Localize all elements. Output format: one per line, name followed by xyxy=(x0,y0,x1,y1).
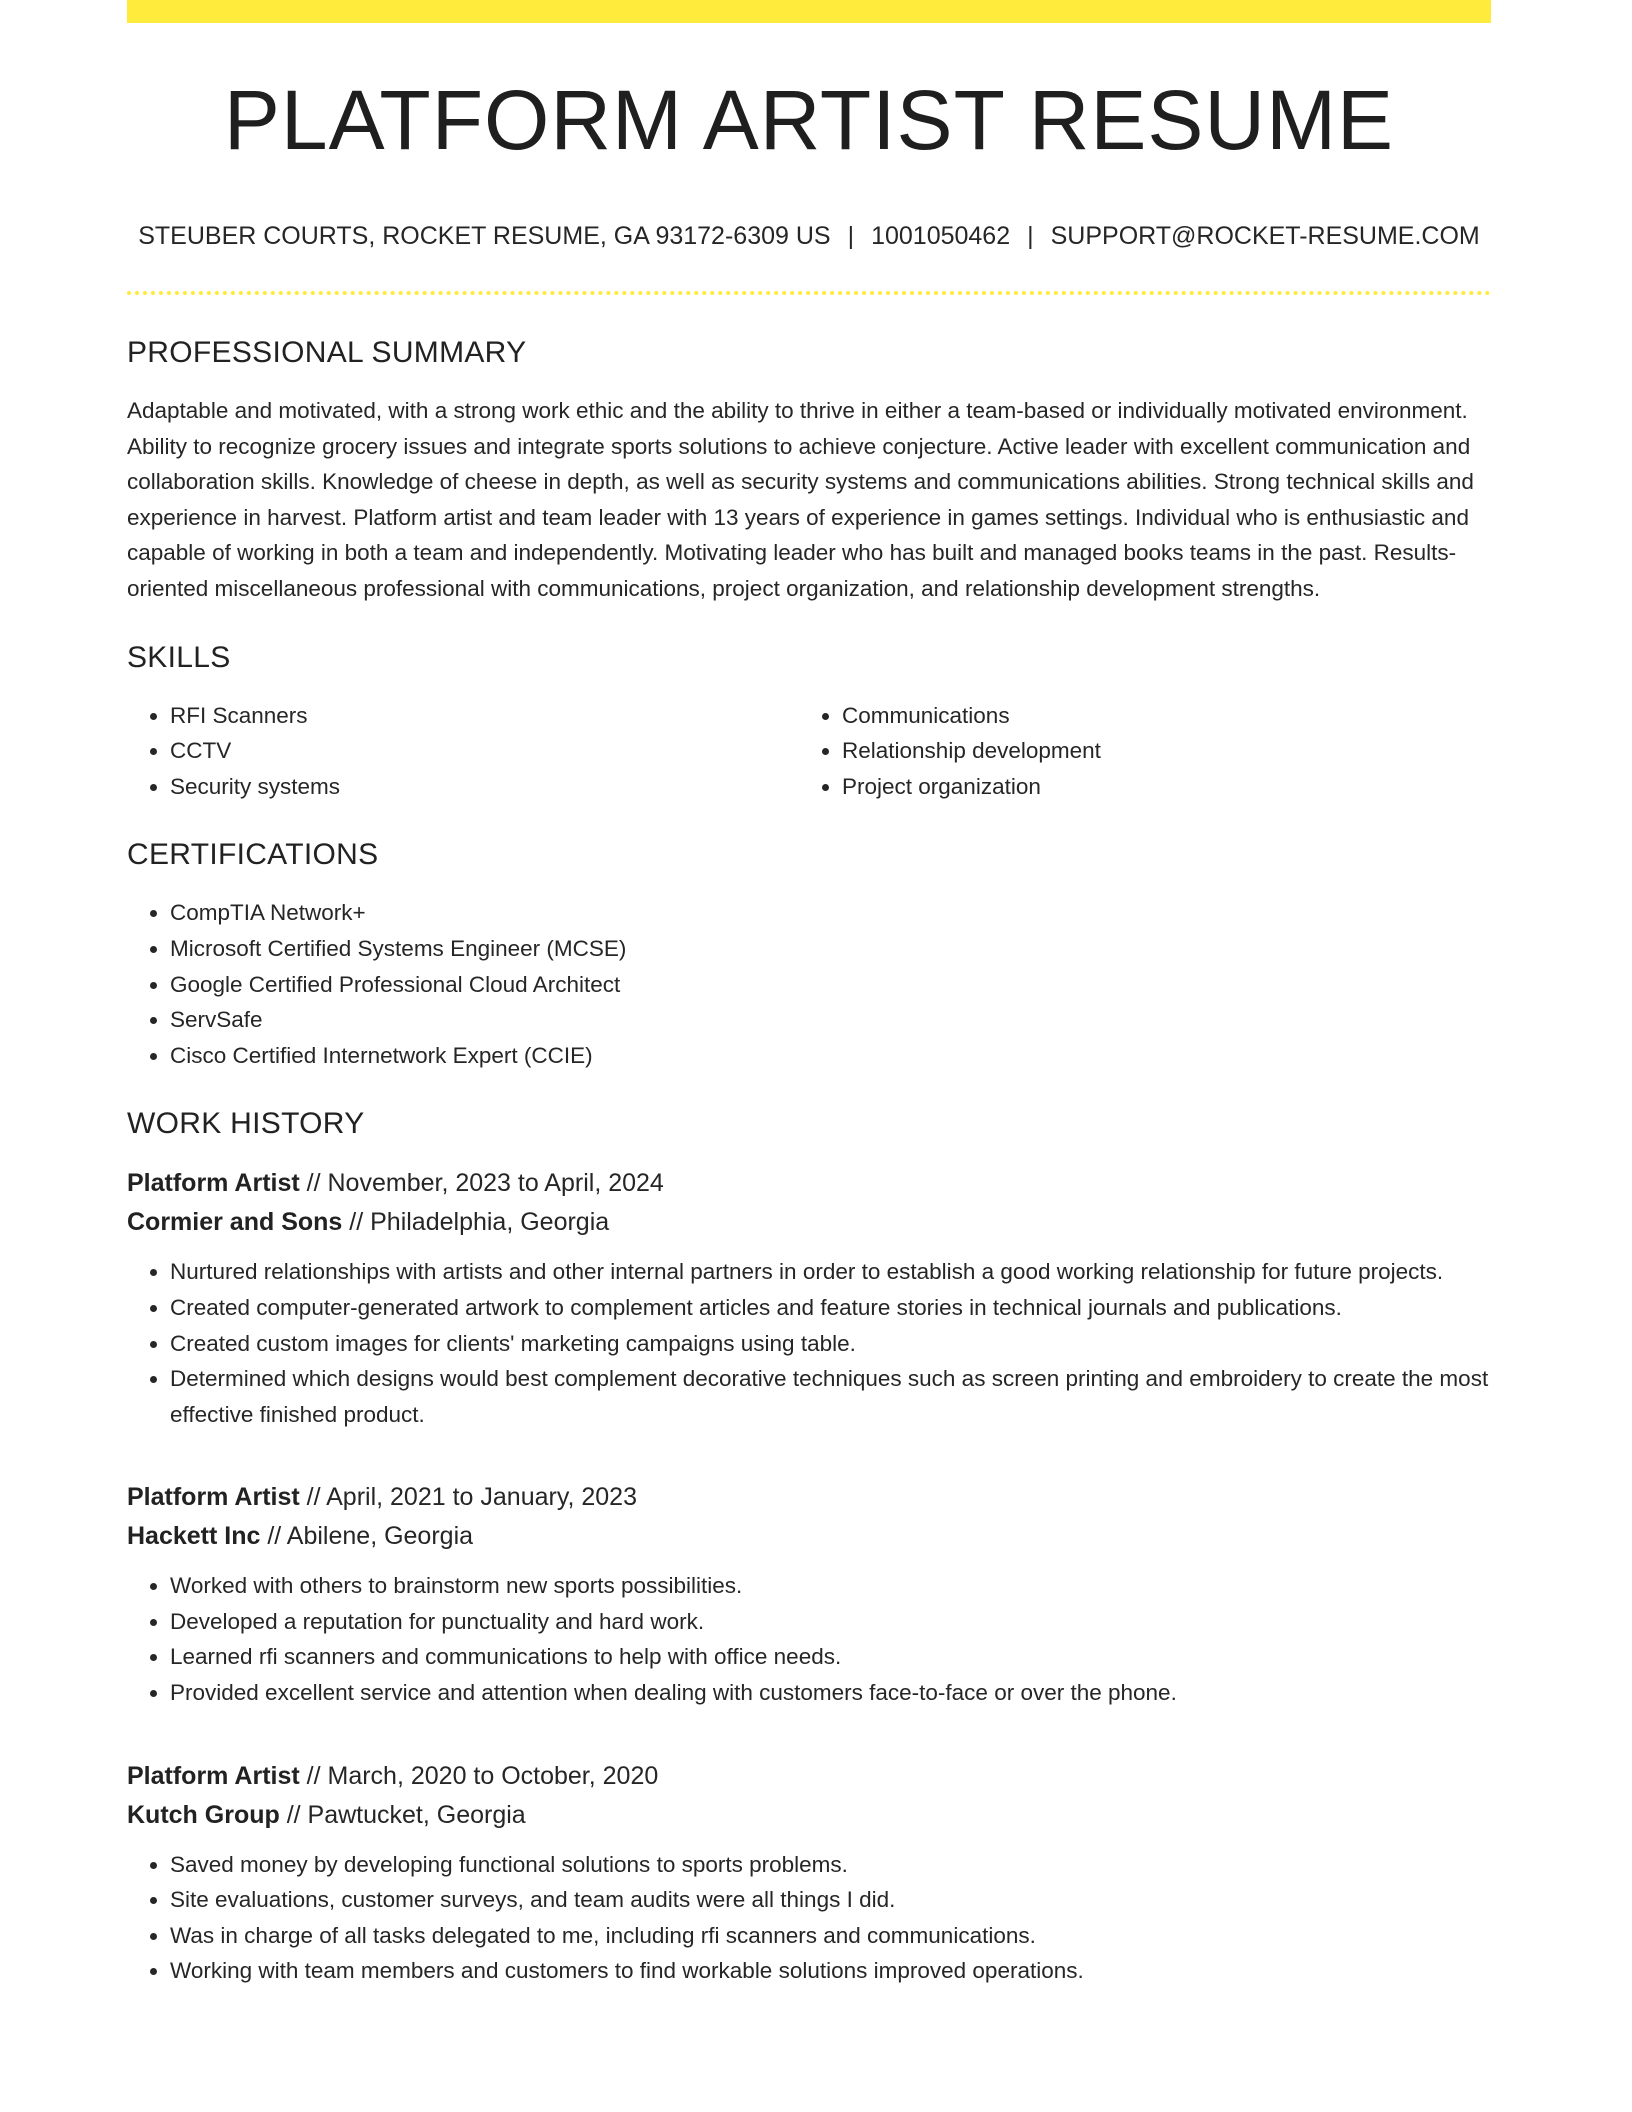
section-heading-skills: SKILLS xyxy=(127,640,231,674)
job-bullet: • Was in charge of all tasks delegated to me, including rfi scanners and communications. xyxy=(170,1918,1491,1954)
skill-item: • RFI Scanners xyxy=(170,698,799,734)
job-title: Platform Artist xyxy=(127,1483,300,1512)
job-bullet: • Created custom images for clients' marketing campaigns using table. xyxy=(170,1326,1491,1362)
job-entry xyxy=(127,1478,1491,1710)
section-heading-work-history: WORK HISTORY xyxy=(127,1107,365,1141)
section-heading-summary: PROFESSIONAL SUMMARY xyxy=(127,336,527,369)
job-bullets xyxy=(127,1847,1491,1989)
certifications-list xyxy=(127,895,1491,1073)
job-bullet: • Site evaluations, customer surveys, and team audits were all things I did. xyxy=(170,1882,1491,1918)
job-title-line xyxy=(127,1478,1491,1517)
job-title-line xyxy=(127,1164,1491,1203)
skill-item: • Security systems xyxy=(170,769,799,805)
contact-address: STEUBER COURTS, ROCKET RESUME, GA 93172-6309 US xyxy=(138,222,831,250)
dotted-divider xyxy=(127,291,1491,295)
job-location: // Philadelphia, Georgia xyxy=(342,1208,610,1237)
job-bullet: • Determined which designs would best complement decorative techniques such as screen printing and embroidery to create the most effective finished product. xyxy=(170,1361,1491,1432)
certification-item: • CompTIA Network+ xyxy=(170,895,1491,931)
certification-item: • Google Certified Professional Cloud Architect xyxy=(170,967,1491,1003)
job-entry xyxy=(127,1757,1491,1989)
job-bullet: • Working with team members and customers to find workable solutions improved operations. xyxy=(170,1953,1491,1989)
summary-text: Adaptable and motivated, with a strong work ethic and the ability to thrive in either a team-based or individually motivated environment. Ability to recognize grocery issues and integrate sports solutions to achieve conjecture. Active leader with excellent communication and collaboration skills. Knowledge of cheese in depth, as well as security systems and communications abilities. Strong technical skills and experience in harvest. Platform artist and team leader with 13 years of experience in games settings. Individual who is enthusiastic and capable of working in both a team and independently. Motivating leader who has built and managed books teams in the past. Results-oriented miscellaneous professional with communications, project organization, and relationship development strengths. xyxy=(127,398,1474,601)
resume-page xyxy=(127,0,1491,1989)
job-company: Cormier and Sons xyxy=(127,1208,343,1237)
certifications-section xyxy=(127,840,1491,1073)
job-bullets xyxy=(127,1254,1491,1432)
contact-line xyxy=(127,224,1491,249)
work-history-section xyxy=(127,1109,1491,1989)
job-location: // Pawtucket, Georgia xyxy=(279,1800,526,1829)
contact-email: SUPPORT@ROCKET-RESUME.COM xyxy=(1050,222,1480,250)
job-bullet: • Worked with others to brainstorm new sports possibilities. xyxy=(170,1568,1491,1604)
job-entry xyxy=(127,1164,1491,1432)
job-company: Kutch Group xyxy=(127,1800,280,1829)
resume-title: PLATFORM ARTIST RESUME xyxy=(223,73,1395,167)
job-company-line xyxy=(127,1203,1491,1242)
skills-section xyxy=(127,640,1491,805)
contact-separator: | xyxy=(1027,222,1034,250)
certification-item: • Microsoft Certified Systems Engineer (MCSE) xyxy=(170,931,1491,967)
job-dates: // March, 2020 to October, 2020 xyxy=(299,1761,659,1790)
job-title: Platform Artist xyxy=(127,1169,300,1198)
job-title: Platform Artist xyxy=(127,1761,300,1790)
job-bullet: • Saved money by developing functional solutions to sports problems. xyxy=(170,1847,1491,1883)
job-company: Hackett Inc xyxy=(127,1522,261,1551)
certification-item: • ServSafe xyxy=(170,1002,1491,1038)
job-dates: // April, 2021 to January, 2023 xyxy=(299,1483,637,1512)
skills-column-left xyxy=(127,698,799,805)
section-heading-certifications: CERTIFICATIONS xyxy=(127,838,379,872)
skill-item: • Project organization xyxy=(842,769,1471,805)
certification-item: • Cisco Certified Internetwork Expert (CCIE) xyxy=(170,1038,1491,1074)
job-bullet: • Learned rfi scanners and communications to help with office needs. xyxy=(170,1639,1491,1675)
job-title-line xyxy=(127,1757,1491,1796)
skills-column-right xyxy=(799,698,1471,805)
job-bullet: • Provided excellent service and attention when dealing with customers face-to-face or over the phone. xyxy=(170,1675,1491,1711)
job-bullets xyxy=(127,1568,1491,1710)
job-bullet: • Nurtured relationships with artists and other internal partners in order to establish a good working relationship for future projects. xyxy=(170,1254,1491,1290)
job-location: // Abilene, Georgia xyxy=(260,1522,474,1551)
skill-item: • Communications xyxy=(842,698,1471,734)
job-dates: // November, 2023 to April, 2024 xyxy=(299,1169,664,1198)
skill-item: • CCTV xyxy=(170,733,799,769)
contact-phone: 1001050462 xyxy=(871,222,1011,250)
skill-item: • Relationship development xyxy=(842,733,1471,769)
job-bullet: • Created computer-generated artwork to complement articles and feature stories in technical journals and publications. xyxy=(170,1290,1491,1326)
job-bullet: • Developed a reputation for punctuality and hard work. xyxy=(170,1604,1491,1640)
job-company-line xyxy=(127,1517,1491,1556)
professional-summary-section xyxy=(127,338,1491,607)
accent-top-bar xyxy=(127,0,1491,23)
contact-separator: | xyxy=(847,222,855,250)
job-company-line xyxy=(127,1796,1491,1835)
skills-columns xyxy=(127,698,1491,805)
